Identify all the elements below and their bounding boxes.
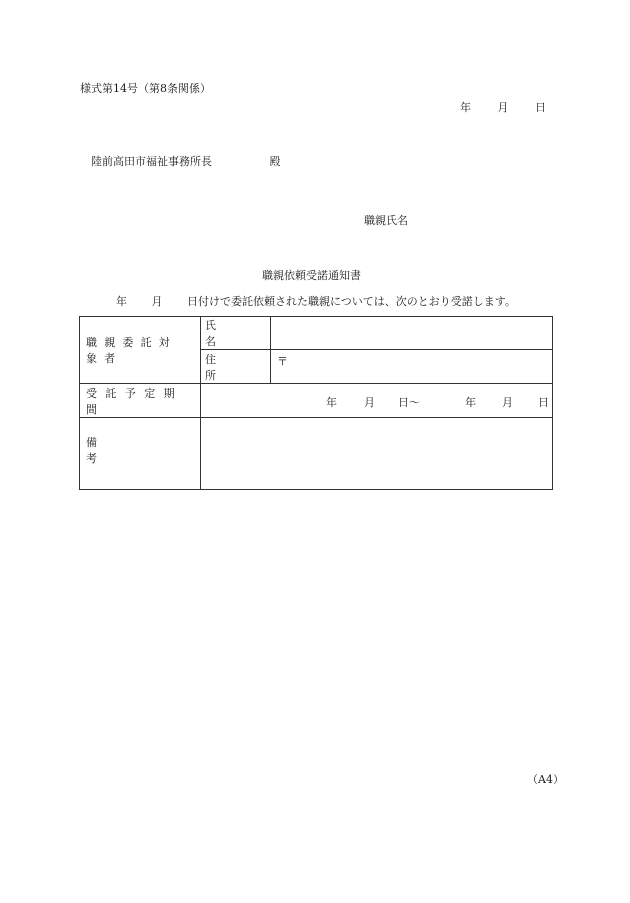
table-row [80, 418, 553, 490]
table-row [80, 384, 553, 418]
target-label-cell [80, 317, 201, 384]
period-end-day: 日 [538, 396, 549, 409]
table-row [80, 317, 553, 350]
intro-month: 月 [151, 295, 163, 308]
name-label-text: 氏名 [205, 319, 256, 348]
period-end-year: 年 [465, 396, 476, 409]
date-month: 月 [497, 101, 509, 114]
period-start-year: 年 [326, 396, 337, 409]
name-label [201, 317, 270, 349]
remarks-value-cell[interactable] [201, 418, 553, 490]
document-title: 職親依頼受諾通知書 [262, 269, 361, 282]
date-day: 日 [535, 101, 546, 114]
postal-mark: 〒 [277, 355, 288, 368]
remarks-label-text: 備考 [86, 435, 183, 465]
notice-table [79, 316, 553, 490]
period-label [80, 385, 200, 417]
date-line [460, 99, 546, 115]
period-label-cell [80, 384, 201, 418]
addressee-name: 陸前高田市福祉事務所長 [91, 155, 212, 168]
intro-year: 年 [116, 295, 127, 308]
target-label-char: 職親委託対象者 [86, 336, 177, 365]
period-start-day: 日〜 [398, 396, 420, 409]
period-start-month: 月 [364, 396, 375, 409]
address-label-cell [201, 350, 271, 384]
name-value-cell[interactable] [271, 317, 553, 350]
remarks-label [80, 434, 200, 466]
sender-name-label: 職親氏名 [364, 214, 408, 227]
period-value-cell[interactable] [201, 384, 553, 418]
address-label [201, 351, 270, 383]
period-dates [201, 384, 552, 417]
period-label-text: 受託予定期間 [86, 386, 183, 416]
intro-sentence [116, 293, 516, 309]
intro-rest: 日付けで委託依頼された職親については、次のとおり受諾します。 [187, 295, 516, 308]
date-year: 年 [460, 101, 471, 114]
target-label [80, 334, 200, 366]
form-number-label: 様式第14号（第8条関係） [80, 82, 211, 95]
period-end-month: 月 [502, 396, 513, 409]
address-value-cell[interactable] [271, 350, 553, 384]
name-label-cell [201, 317, 271, 350]
address-label-text: 住所 [205, 352, 256, 382]
remarks-label-cell [80, 418, 201, 490]
paper-size-note: （A4） [527, 773, 564, 786]
addressee-honorific: 殿 [269, 155, 281, 168]
addressee [91, 153, 281, 169]
